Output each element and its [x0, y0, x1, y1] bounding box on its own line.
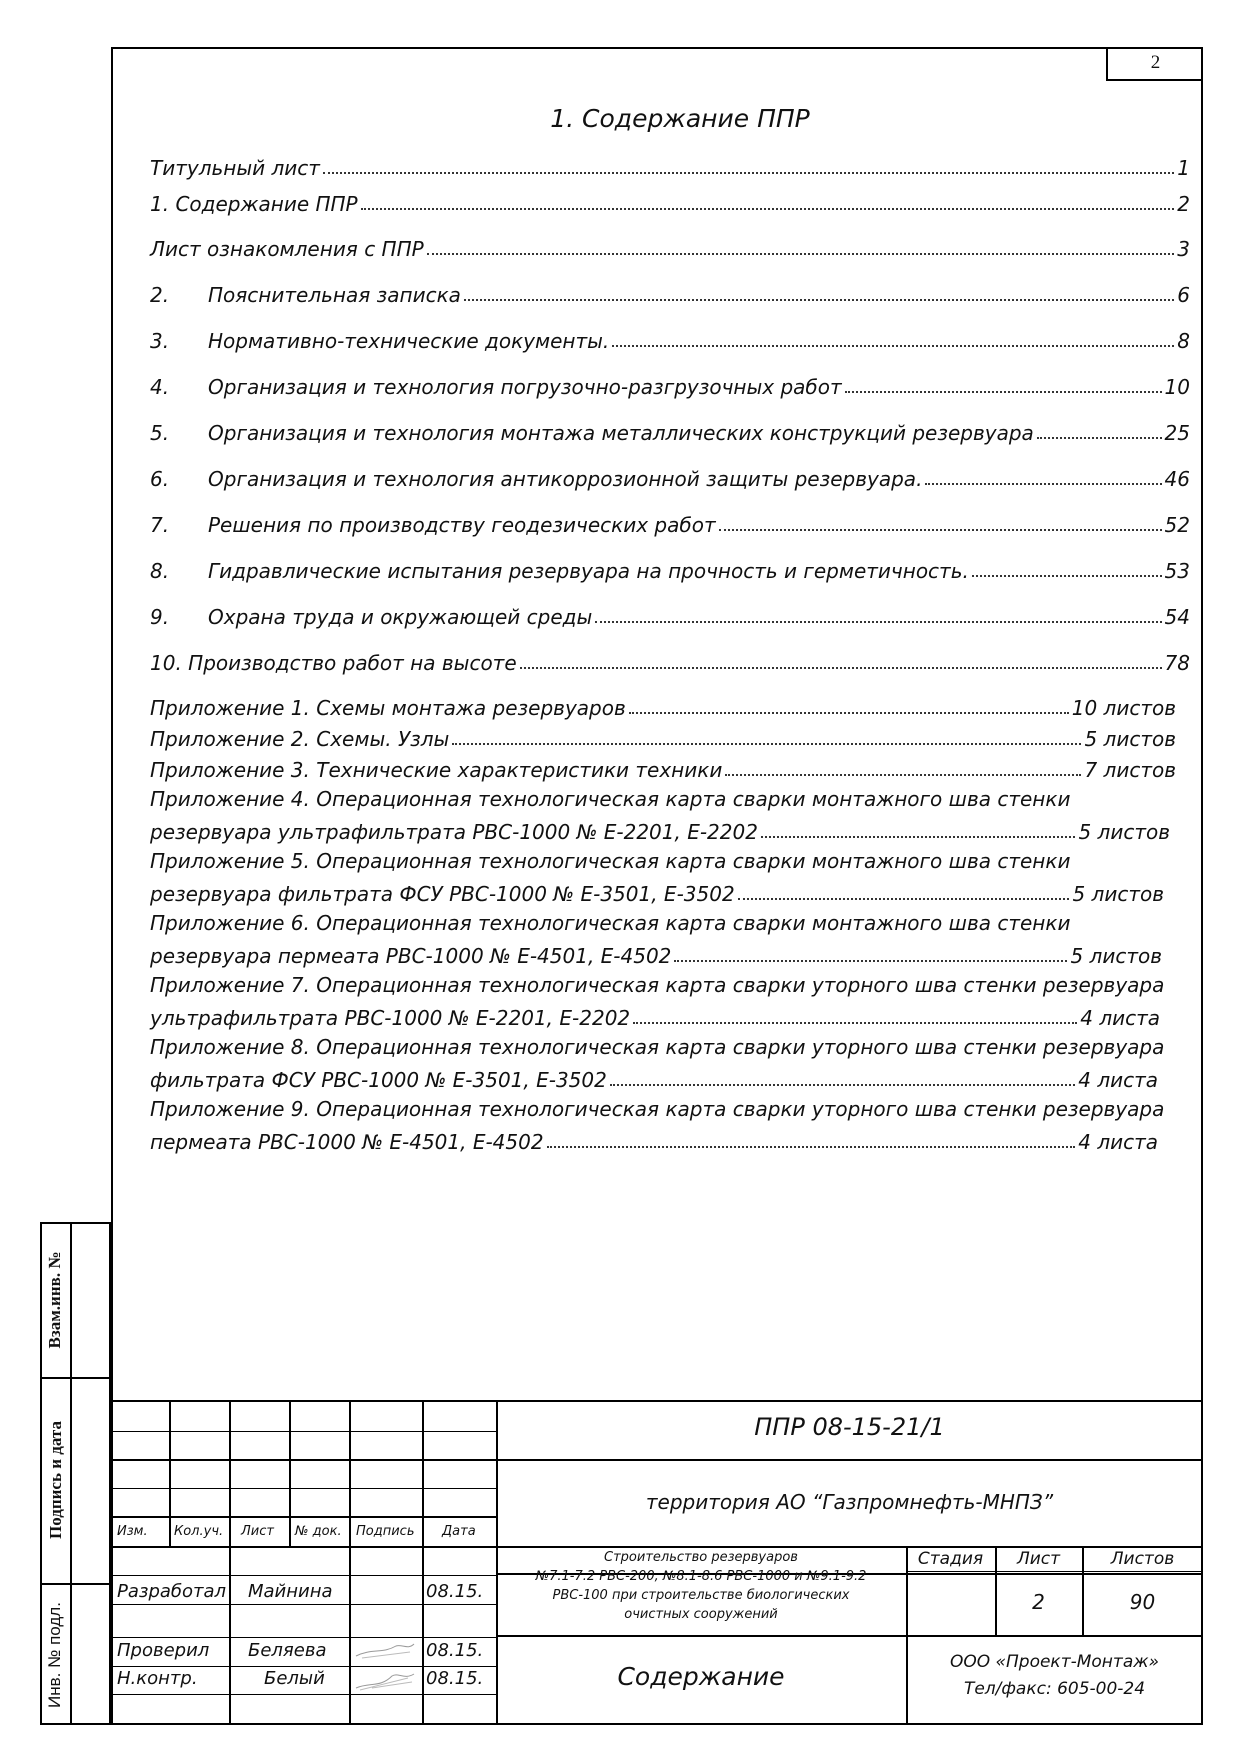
appendix-label: фильтрата ФСУ РВС-1000 № Е-3501, Е-3502	[150, 1068, 607, 1092]
appendix-row	[150, 694, 1176, 720]
toc-page: 25	[1164, 421, 1190, 445]
toc-leader	[612, 345, 1174, 347]
toc-row	[150, 190, 1190, 216]
toc-leader	[361, 208, 1175, 210]
appendix-leader	[610, 1084, 1075, 1086]
header-ndok: № док.	[295, 1524, 342, 1539]
normcontrol-role: Н.контр.	[117, 1668, 198, 1689]
toc-number: 9.	[150, 605, 170, 629]
toc-row	[150, 235, 1190, 261]
toc-label: 10. Производство работ на высоте	[150, 651, 517, 675]
company-name: ООО «Проект-Монтаж»	[949, 1652, 1160, 1672]
toc-number: 2.	[150, 283, 170, 307]
appendix-pages: 4 листа	[1078, 1068, 1158, 1092]
toc-label: Пояснительная записка	[208, 283, 461, 307]
checker-name: Беляева	[248, 1640, 327, 1661]
checker-date: 08.15.	[426, 1640, 484, 1661]
appendix-pages: 5 листов	[1072, 882, 1164, 906]
toc-number: 6.	[150, 467, 170, 491]
toc-number: 5.	[150, 421, 170, 445]
appendix-row	[150, 725, 1176, 751]
toc-leader	[972, 575, 1162, 577]
toc-number: 7.	[150, 513, 170, 537]
appendix-label: пермеата РВС-1000 № Е-4501, Е-4502	[150, 1130, 544, 1154]
toc-row	[150, 154, 1190, 180]
appendix-leader	[452, 743, 1081, 745]
signature-checker	[352, 1640, 418, 1662]
checker-role: Проверил	[117, 1640, 210, 1661]
appendix-label: резервуара фильтрата ФСУ РВС-1000 № Е-3501, Е-3502	[150, 882, 735, 906]
appendix-title: Приложение 4. Операционная технологическая карта сварки монтажного шва стенки	[150, 787, 1071, 811]
project-line-4: очистных сооружений	[624, 1607, 778, 1622]
toc-page: 54	[1164, 605, 1190, 629]
toc-page: 46	[1164, 467, 1190, 491]
toc-label: Титульный лист	[150, 156, 320, 180]
project-line-2: №7.1-7.2 РВС-200, №8.1-8.6 РВС-1000 и №9.1-9.2	[535, 1569, 867, 1584]
appendix-pages: 10 листов	[1071, 696, 1176, 720]
toc-row	[150, 327, 1190, 353]
appendix-leader	[738, 898, 1070, 900]
toc-page: 8	[1177, 329, 1190, 353]
toc-label: Гидравлические испытания резервуара на прочность и герметичность.	[208, 559, 969, 583]
toc-leader	[464, 299, 1174, 301]
appendix-leader	[629, 712, 1069, 714]
appendix-pages: 4 листа	[1080, 1006, 1160, 1030]
toc-row	[150, 557, 1190, 583]
signature-date-label: Подпись и дата	[46, 1421, 65, 1539]
sheets-label: Листов	[1110, 1549, 1175, 1569]
appendix-pages: 4 листа	[1078, 1130, 1158, 1154]
toc-page: 3	[1177, 237, 1190, 261]
toc-page: 52	[1164, 513, 1190, 537]
appendix-label: Приложение 2. Схемы. Узлы	[150, 727, 450, 751]
header-list: Лист	[241, 1524, 274, 1539]
toc-row	[150, 603, 1190, 629]
toc-page: 78	[1164, 651, 1190, 675]
toc-leader	[719, 529, 1162, 531]
appendix-row	[150, 756, 1176, 782]
toc-label: Организация и технология антикоррозионной защиты резервуара.	[208, 467, 923, 491]
toc-leader	[925, 483, 1161, 485]
appendix-label: резервуара ультрафильтрата РВС-1000 № Е-2201, Е-2202	[150, 820, 758, 844]
developer-role: Разработал	[117, 1581, 227, 1602]
toc-label: Лист ознакомления с ППР	[150, 237, 424, 261]
toc-leader	[520, 667, 1162, 669]
project-line-3: РВС-100 при строительстве биологических	[552, 1588, 850, 1603]
toc-label: 1. Содержание ППР	[150, 192, 358, 216]
toc-label: Охрана труда и окружающей среды	[208, 605, 593, 629]
appendix-leader	[674, 960, 1067, 962]
toc-label: Организация и технология монтажа металлических конструкций резервуара	[208, 421, 1034, 445]
toc-row	[150, 465, 1190, 491]
toc-page: 2	[1177, 192, 1190, 216]
appendix-row	[150, 1066, 1158, 1092]
toc-leader	[595, 621, 1161, 623]
appendix-title: Приложение 8. Операционная технологическая карта сварки уторного шва стенки резервуара	[150, 1035, 1165, 1059]
appendix-title: Приложение 9. Операционная технологическая карта сварки уторного шва стенки резервуара	[150, 1097, 1165, 1121]
appendix-pages: 5 листов	[1078, 820, 1170, 844]
sheets-value: 90	[1129, 1590, 1156, 1614]
toc-leader	[427, 253, 1175, 255]
appendix-leader	[547, 1146, 1076, 1148]
developer-name: Майнина	[248, 1581, 333, 1602]
toc-label: Организация и технология погрузочно-разгрузочных работ	[208, 375, 842, 399]
toc-leader	[323, 172, 1174, 174]
appendix-row	[150, 880, 1164, 906]
normcontrol-name: Белый	[264, 1668, 325, 1689]
vzam-inv-label: Взам.инв. №	[45, 1251, 64, 1349]
toc-row	[150, 419, 1190, 445]
toc-row	[150, 511, 1190, 537]
appendix-row	[150, 818, 1170, 844]
header-podpis: Подпись	[356, 1524, 415, 1539]
toc-leader	[1037, 437, 1162, 439]
page-title: 1. Содержание ППР	[550, 104, 810, 133]
toc-label: Нормативно-технические документы.	[208, 329, 610, 353]
appendix-row	[150, 1004, 1160, 1030]
appendix-leader	[633, 1022, 1077, 1024]
appendix-label: резервуара пермеата РВС-1000 № Е-4501, Е-4502	[150, 944, 672, 968]
header-data: Дата	[442, 1524, 476, 1539]
toc-page: 53	[1164, 559, 1190, 583]
toc-number: 4.	[150, 375, 170, 399]
toc-page: 1	[1177, 156, 1190, 180]
appendix-label: Приложение 3. Технические характеристики техники	[150, 758, 723, 782]
appendix-row	[150, 1128, 1158, 1154]
toc-row	[150, 281, 1190, 307]
document-name: Содержание	[617, 1662, 785, 1691]
toc-row	[150, 373, 1190, 399]
appendix-label: ультрафильтрата РВС-1000 № Е-2201, Е-2202	[150, 1006, 631, 1030]
normcontrol-date: 08.15.	[426, 1668, 484, 1689]
sheet-label: Лист	[1016, 1549, 1061, 1569]
toc-page: 10	[1164, 375, 1190, 399]
sheet-value: 2	[1032, 1590, 1045, 1614]
appendix-title: Приложение 5. Операционная технологическая карта сварки монтажного шва стенки	[150, 849, 1071, 873]
appendix-label: Приложение 1. Схемы монтажа резервуаров	[150, 696, 626, 720]
stage-label: Стадия	[917, 1549, 984, 1569]
toc-number: 8.	[150, 559, 170, 583]
appendix-title: Приложение 7. Операционная технологическая карта сварки уторного шва стенки резервуара	[150, 973, 1165, 997]
toc-number: 3.	[150, 329, 170, 353]
appendix-title: Приложение 6. Операционная технологическая карта сварки монтажного шва стенки	[150, 911, 1071, 935]
header-izm: Изм.	[117, 1524, 148, 1539]
territory: территория АО “Газпромнефть-МНПЗ”	[645, 1490, 1054, 1514]
toc-label: Решения по производству геодезических работ	[208, 513, 716, 537]
toc-row	[150, 649, 1190, 675]
company-phone: Тел/факс: 605-00-24	[963, 1679, 1146, 1699]
inv-podl-label: Инв. № подл.	[45, 1602, 64, 1708]
developer-date: 08.15.	[426, 1581, 484, 1602]
page-number: 2	[1106, 47, 1203, 81]
appendix-pages: 5 листов	[1084, 727, 1176, 751]
appendix-pages: 7 листов	[1084, 758, 1176, 782]
appendix-leader	[761, 836, 1075, 838]
signature-normcontrol	[352, 1668, 418, 1692]
toc-leader	[845, 391, 1162, 393]
appendix-row	[150, 942, 1162, 968]
header-koluch: Кол.уч.	[174, 1524, 224, 1539]
appendix-pages: 5 листов	[1070, 944, 1162, 968]
project-line-1: Строительство резервуаров	[604, 1550, 798, 1565]
appendix-leader	[725, 774, 1081, 776]
document-code: ППР 08-15-21/1	[754, 1413, 945, 1441]
toc-page: 6	[1177, 283, 1190, 307]
